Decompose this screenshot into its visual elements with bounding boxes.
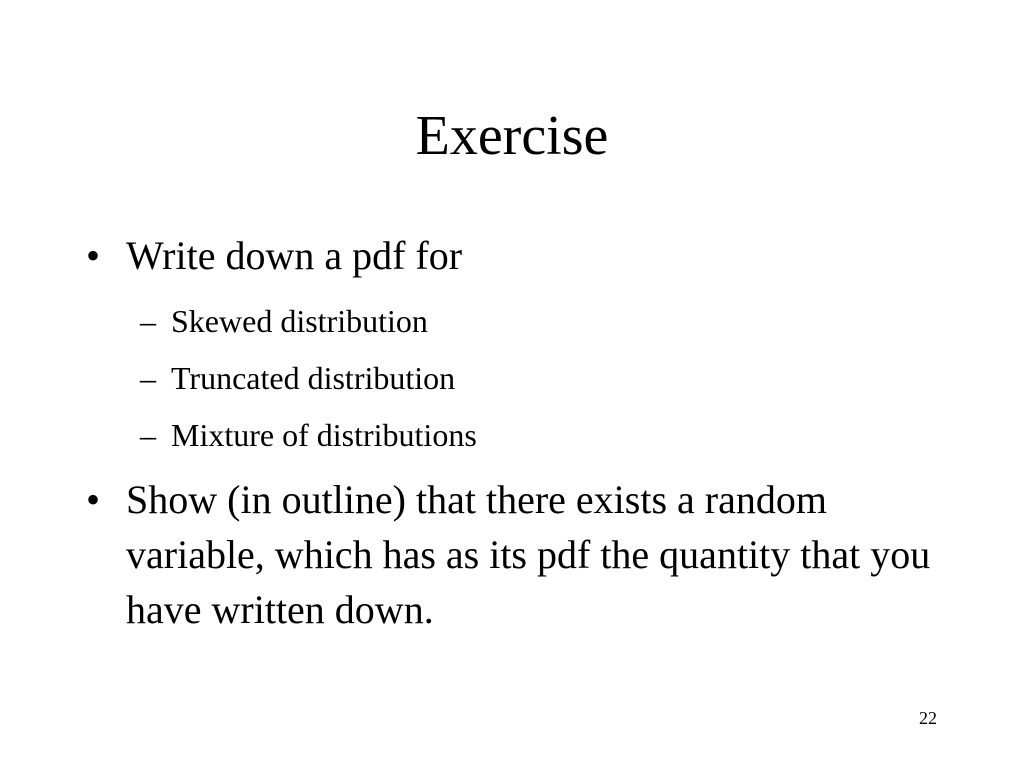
slide-title: Exercise — [415, 105, 609, 167]
bullet-item — [86, 228, 946, 283]
sub-bullet-text: Mixture of distributions — [171, 417, 477, 453]
sub-bullet-marker: – — [140, 417, 156, 453]
bullet-item — [86, 472, 946, 637]
bullet-text: Show (in outline) that there exists a random variable, which has as its pdf the quantity that you have written down. — [126, 477, 931, 632]
sub-bullet-marker: – — [140, 303, 156, 339]
page-number: 22 — [919, 708, 937, 728]
bullet-list — [86, 228, 946, 637]
bullet-marker: • — [86, 477, 101, 522]
bullet-marker: • — [86, 233, 101, 278]
sub-bullet-item — [86, 407, 946, 464]
sub-bullet-item — [86, 293, 946, 350]
sub-bullet-item — [86, 350, 946, 407]
sub-bullet-text: Truncated distribution — [171, 360, 456, 396]
sub-bullet-marker: – — [140, 360, 156, 396]
bullet-text: Write down a pdf for — [126, 233, 463, 278]
sub-bullet-text: Skewed distribution — [171, 303, 428, 339]
sub-bullet-list — [86, 293, 946, 464]
